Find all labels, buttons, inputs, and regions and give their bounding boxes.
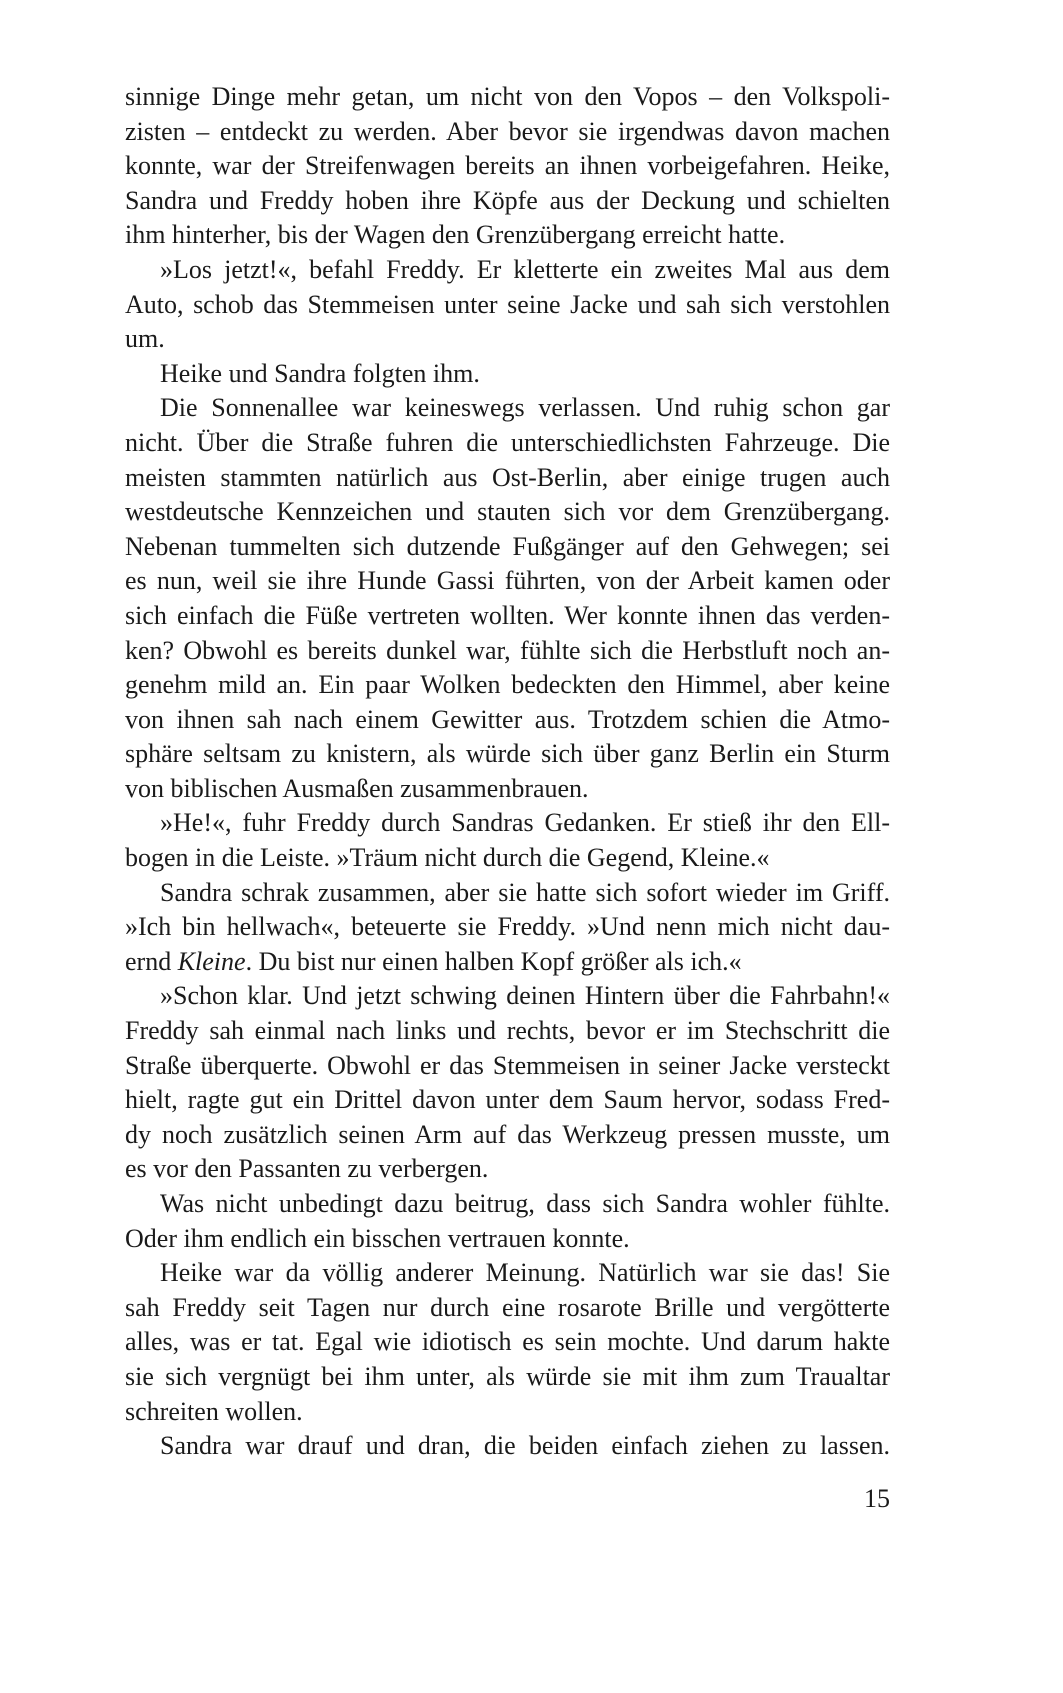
text-line: schreiten wollen. xyxy=(125,1396,303,1426)
text-line: Nebenan tummelten sich dutzende Fußgänger auf den Gehwegen; sei xyxy=(125,531,890,561)
paragraph xyxy=(125,357,890,392)
text-line: westdeutsche Kennzeichen und stauten sich vor dem Grenzübergang. xyxy=(125,497,890,527)
text-line: »Los jetzt!«, befahl Freddy. Er kletterte ein zweites Mal aus dem xyxy=(160,254,890,284)
text-line: hielt, ragte gut ein Drittel davon unter dem Saum hervor, sodass Fred- xyxy=(125,1085,890,1115)
text-line: Sandra und Freddy hoben ihre Köpfe aus der Deckung und schielten xyxy=(125,185,890,215)
paragraph xyxy=(125,1187,890,1256)
page-number: 15 xyxy=(864,1484,890,1513)
text-line: Sandra war drauf und dran, die beiden einfach ziehen zu lassen. xyxy=(160,1431,890,1461)
text-line: Oder ihm endlich ein bisschen vertrauen konnte. xyxy=(125,1223,630,1253)
text-line: von biblischen Ausmaßen zusammenbrauen. xyxy=(125,773,589,803)
text-segment: . Du bist nur einen halben Kopf größer als ich.« xyxy=(245,946,742,976)
paragraph xyxy=(125,391,890,806)
text-line: Straße überquerte. Obwohl er das Stemmeisen in seiner Jacke versteckt xyxy=(125,1050,890,1080)
text-line: nicht. Über die Straße fuhren die unterschiedlichsten Fahrzeuge. Die xyxy=(125,427,890,457)
text-segment: ernd xyxy=(125,946,178,976)
text-line: konnte, war der Streifenwagen bereits an ihnen vorbeigefahren. Heike, xyxy=(125,151,890,181)
text-line: sich einfach die Füße vertreten wollten. Wer konnte ihnen das verden- xyxy=(125,600,890,630)
text-line: meisten stammten natürlich aus Ost-Berlin, aber einige trugen auch xyxy=(125,462,890,492)
paragraph xyxy=(125,1429,890,1464)
paragraph xyxy=(125,979,890,1187)
paragraph xyxy=(125,1256,890,1429)
text-line: um. xyxy=(125,324,165,354)
text-line: Auto, schob das Stemmeisen unter seine Jacke und sah sich verstohlen xyxy=(125,289,890,319)
text-line: dy noch zusätzlich seinen Arm auf das Werkzeug pressen musste, um xyxy=(125,1119,890,1149)
text-line: es nun, weil sie ihre Hunde Gassi führten, von der Arbeit kamen oder xyxy=(125,566,890,596)
text-line: Was nicht unbedingt dazu beitrug, dass sich Sandra wohler fühlte. xyxy=(160,1189,890,1218)
text-line: zisten – entdeckt zu werden. Aber bevor sie irgendwas davon machen xyxy=(125,116,890,146)
text-line: Heike war da völlig anderer Meinung. Natürlich war sie das! Sie xyxy=(160,1258,890,1288)
text-line: Die Sonnenallee war keineswegs verlassen. Und ruhig schon gar xyxy=(160,393,890,423)
text-line xyxy=(125,945,890,980)
text-line: sie sich vergnügt bei ihm unter, als würde sie mit ihm zum Traualtar xyxy=(125,1361,890,1391)
text-line: Heike und Sandra folgten ihm. xyxy=(160,358,480,388)
text-line: sphäre seltsam zu knistern, als würde sich über ganz Berlin ein Sturm xyxy=(125,739,890,769)
text-line: »He!«, fuhr Freddy durch Sandras Gedanken. Er stieß ihr den Ell- xyxy=(160,808,890,838)
text-line: Sandra schrak zusammen, aber sie hatte sich sofort wieder im Griff. xyxy=(160,877,890,907)
text-line: es vor den Passanten zu verbergen. xyxy=(125,1154,489,1184)
text-line: genehm mild an. Ein paar Wolken bedeckten den Himmel, aber keine xyxy=(125,670,890,700)
text-line: sah Freddy seit Tagen nur durch eine rosarote Brille und vergötterte xyxy=(125,1292,890,1322)
text-line: sinnige Dinge mehr getan, um nicht von den Vopos – den Volkspoli- xyxy=(125,82,890,111)
body-text xyxy=(125,80,890,1464)
text-line: alles, was er tat. Egal wie idiotisch es sein mochte. Und darum hakte xyxy=(125,1327,890,1357)
paragraph xyxy=(125,80,890,253)
text-line: Freddy sah einmal nach links und rechts, bevor er im Stechschritt die xyxy=(125,1016,890,1046)
paragraph xyxy=(125,876,890,980)
paragraph xyxy=(125,806,890,875)
text-line: »Ich bin hellwach«, beteuerte sie Freddy. »Und nenn mich nicht dau- xyxy=(125,912,890,942)
paragraph xyxy=(125,253,890,357)
text-line: bogen in die Leiste. »Träum nicht durch die Gegend, Kleine.« xyxy=(125,843,770,873)
text-line: ken? Obwohl es bereits dunkel war, fühlte sich die Herbstluft noch an- xyxy=(125,635,890,665)
text-line: »Schon klar. Und jetzt schwing deinen Hintern über die Fahrbahn!« xyxy=(160,981,890,1011)
emphasis-text: Kleine xyxy=(177,946,246,976)
text-line: ihm hinterher, bis der Wagen den Grenzübergang erreicht hatte. xyxy=(125,220,786,250)
text-line: von ihnen sah nach einem Gewitter aus. Trotzdem schien die Atmo- xyxy=(125,704,890,734)
